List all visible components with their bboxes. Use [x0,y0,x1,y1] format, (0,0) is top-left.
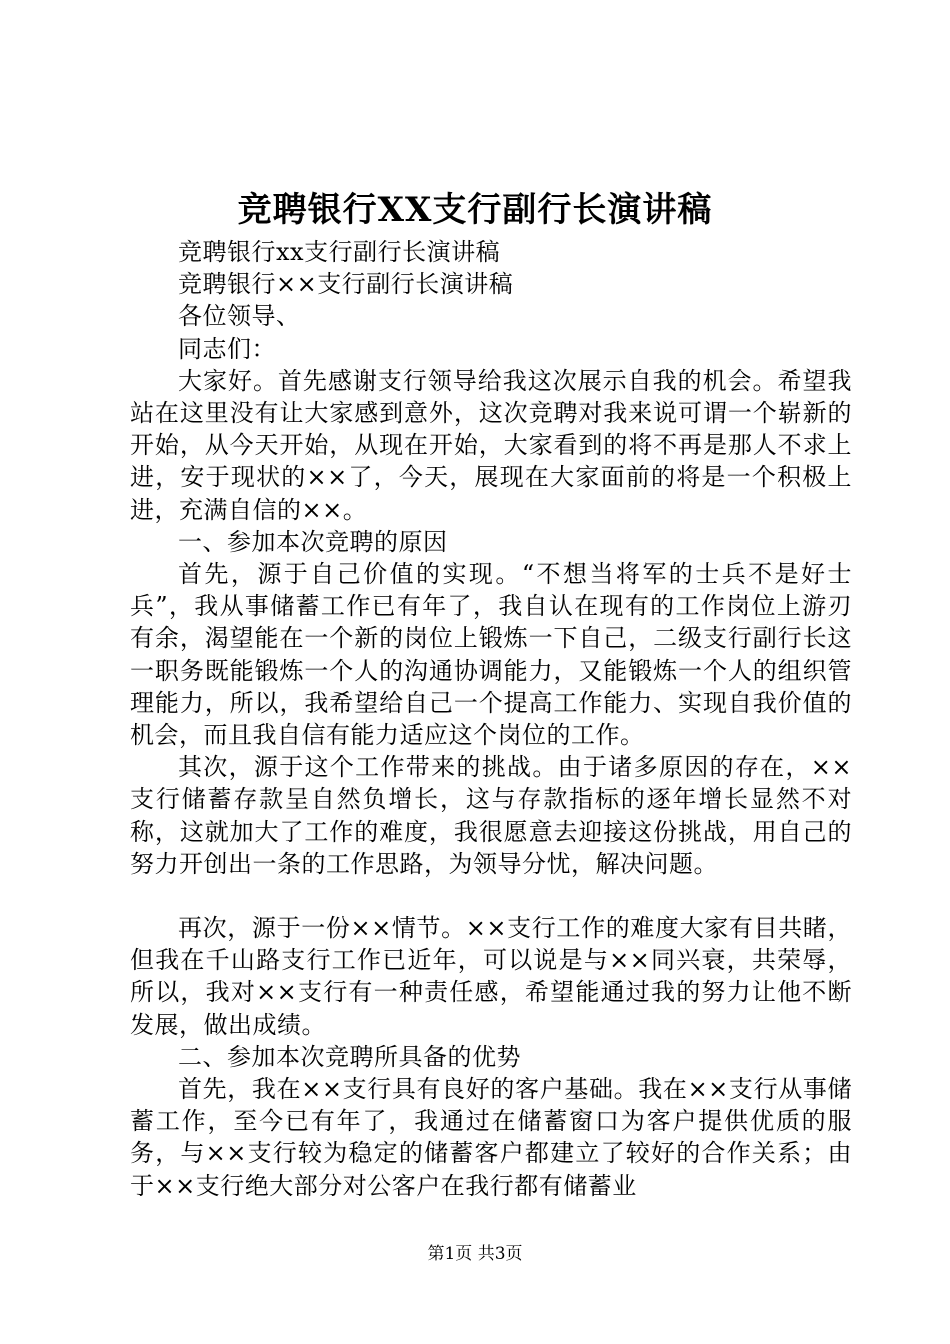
paragraph-reason-3: 再次，源于一份××情节。××支行工作的难度大家有目共睹，但我在千山路支行工作已近年，可以说是与××同兴衰，共荣辱，所以，我对××支行有一种责任感，希望能通过我的努力让他不断发展，做出成绩。 [130,914,852,1039]
paragraph-spacer [130,880,852,912]
document-title: 竞聘银行XX支行副行长演讲稿 [237,190,713,230]
paragraph-reason-1: 首先，源于自己价值的实现。“不想当将军的士兵不是好士兵”，我从事储蓄工作已有年了，我自认在现有的工作岗位上游刃有余，渴望能在一个新的岗位上锻炼一下自己，二级支行副行长这一职务既能锻炼一个人的沟通协调能力，又能锻炼一个人的组织管理能力，所以，我希望给自己一个提高工作能力、实现自我价值的机会，而且我自信有能力适应这个岗位的工作。 [130,560,852,750]
section-heading-2: 二、参加本次竞聘所具备的优势 [178,1042,521,1071]
paragraph-salutation-2: 同志们： [178,334,276,363]
section-heading-1: 一、参加本次竞聘的原因 [178,527,448,556]
page-footer: 第1页 共3页 [427,1244,523,1264]
paragraph-subtitle-1: 竞聘银行xx支行副行长演讲稿 [178,238,501,266]
paragraph-salutation-1: 各位领导、 [178,302,301,331]
paragraph-opening: 大家好。首先感谢支行领导给我这次展示自我的机会。希望我站在这里没有让大家感到意外，这次竞聘对我来说可谓一个崭新的开始，从今天开始，从现在开始，大家看到的将不再是那人不求上进，安于现状的××了，今天，展现在大家面前的将是一个积极上进，充满自信的××。 [130,366,852,524]
paragraph-subtitle-2: 竞聘银行××支行副行长演讲稿 [178,270,514,299]
paragraph-advantage-1: 首先，我在××支行具有良好的客户基础。我在××支行从事储蓄工作，至今已有年了，我通过在储蓄窗口为客户提供优质的服务，与××支行较为稳定的储蓄客户都建立了较好的合作关系；由于××支行绝大部分对公客户在我行都有储蓄业 [130,1075,852,1200]
document-body [130,236,852,1202]
paragraph-reason-2: 其次，源于这个工作带来的挑战。由于诸多原因的存在，××支行储蓄存款呈自然负增长，这与存款指标的逐年增长显然不对称，这就加大了工作的难度，我很愿意去迎接这份挑战，用自己的努力开创出一条的工作思路，为领导分忧，解决问题。 [130,753,852,878]
